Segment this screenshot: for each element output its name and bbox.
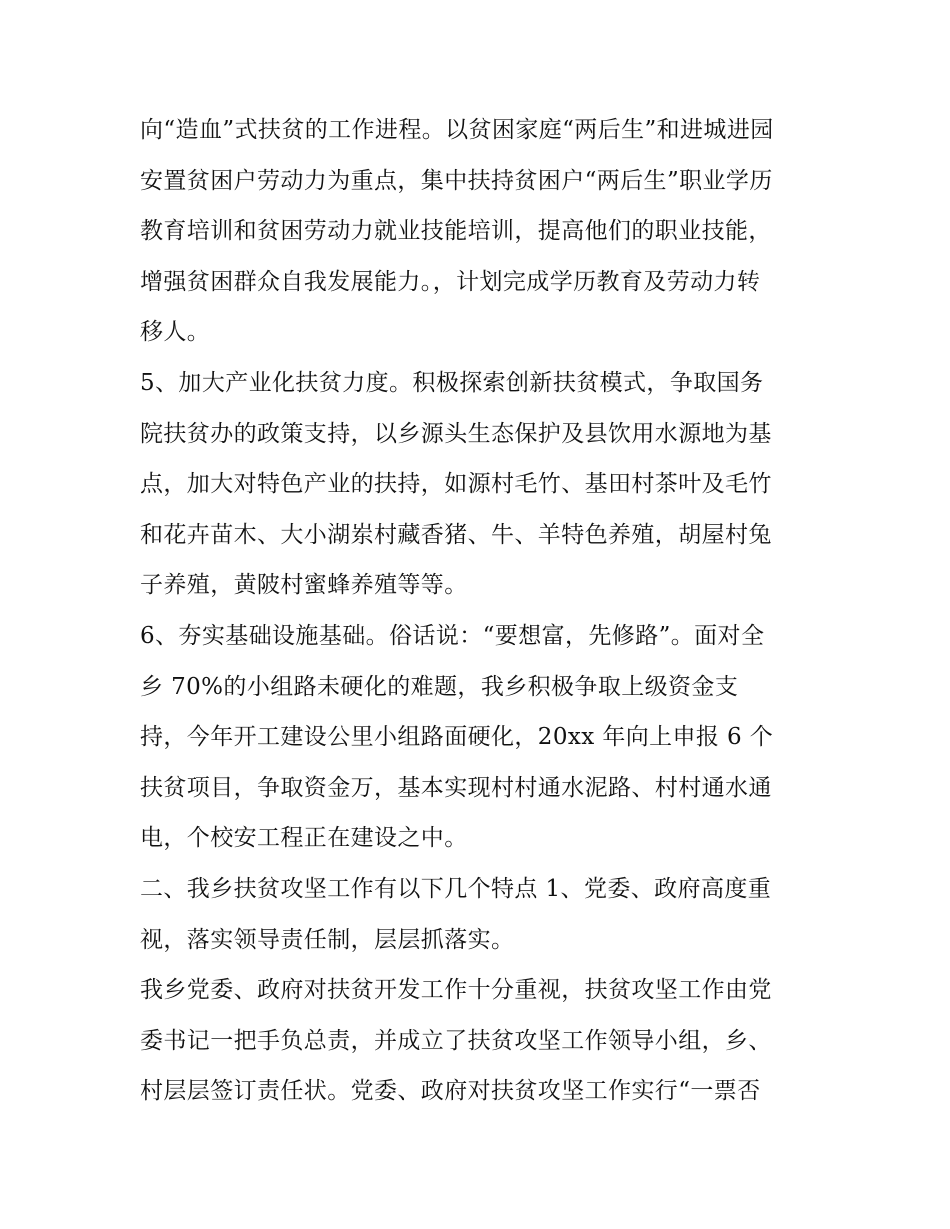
text-line: 点，加大对特色产业的扶持，如源村毛竹、基田村茶叶及毛竹 <box>140 471 772 498</box>
text-line: 5、加大产业化扶贫力度。积极探索创新扶贫模式，争取国务 <box>140 369 764 396</box>
document-body <box>140 108 830 1120</box>
text-line: 视，落实领导责任制，层层抓落实。 <box>140 926 515 953</box>
text-line: 委书记一把手负总责，并成立了扶贫攻坚工作领导小组，乡、 <box>140 1027 772 1054</box>
text-line: 持，今年开工建设公里小组路面硬化，20xx 年向上申报 6 个 <box>140 724 774 751</box>
text-line: 村层层签订责任状。党委、政府对扶贫攻坚工作实行“一票否 <box>140 1078 761 1105</box>
text-line: 增强贫困群众自我发展能力。，计划完成学历教育及劳动力转 <box>140 268 761 295</box>
text-line: 6、夯实基础设施基础。俗话说：“要想富，先修路”。面对全 <box>140 622 765 649</box>
text-line: 院扶贫办的政策支持，以乡源头生态保护及县饮用水源地为基 <box>140 420 772 447</box>
text-line: 教育培训和贫困劳动力就业技能培训，提高他们的职业技能， <box>140 218 772 245</box>
text-line: 我乡党委、政府对扶贫开发工作十分重视，扶贫攻坚工作由党 <box>140 977 772 1004</box>
text-line: 二、我乡扶贫攻坚工作有以下几个特点 1、党委、政府高度重 <box>140 875 772 902</box>
text-line: 乡 70%的小组路未硬化的难题，我乡积极争取上级资金支 <box>140 673 739 700</box>
text-line: 子养殖，黄陂村蜜蜂养殖等等。 <box>140 572 468 599</box>
text-line: 电，个校安工程正在建设之中。 <box>140 825 468 852</box>
text-line: 安置贫困户劳动力为重点，集中扶持贫困户“两后生”职业学历 <box>140 167 773 194</box>
text-line: 扶贫项目，争取资金万，基本实现村村通水泥路、村村通水通 <box>140 774 772 801</box>
text-line: 移人。 <box>140 319 211 346</box>
text-line: 和花卉苗木、大小湖岽村藏香猪、牛、羊特色养殖，胡屋村兔 <box>140 521 772 548</box>
text-line: 向“造血”式扶贫的工作进程。以贫困家庭“两后生”和进城进园 <box>140 117 774 143</box>
